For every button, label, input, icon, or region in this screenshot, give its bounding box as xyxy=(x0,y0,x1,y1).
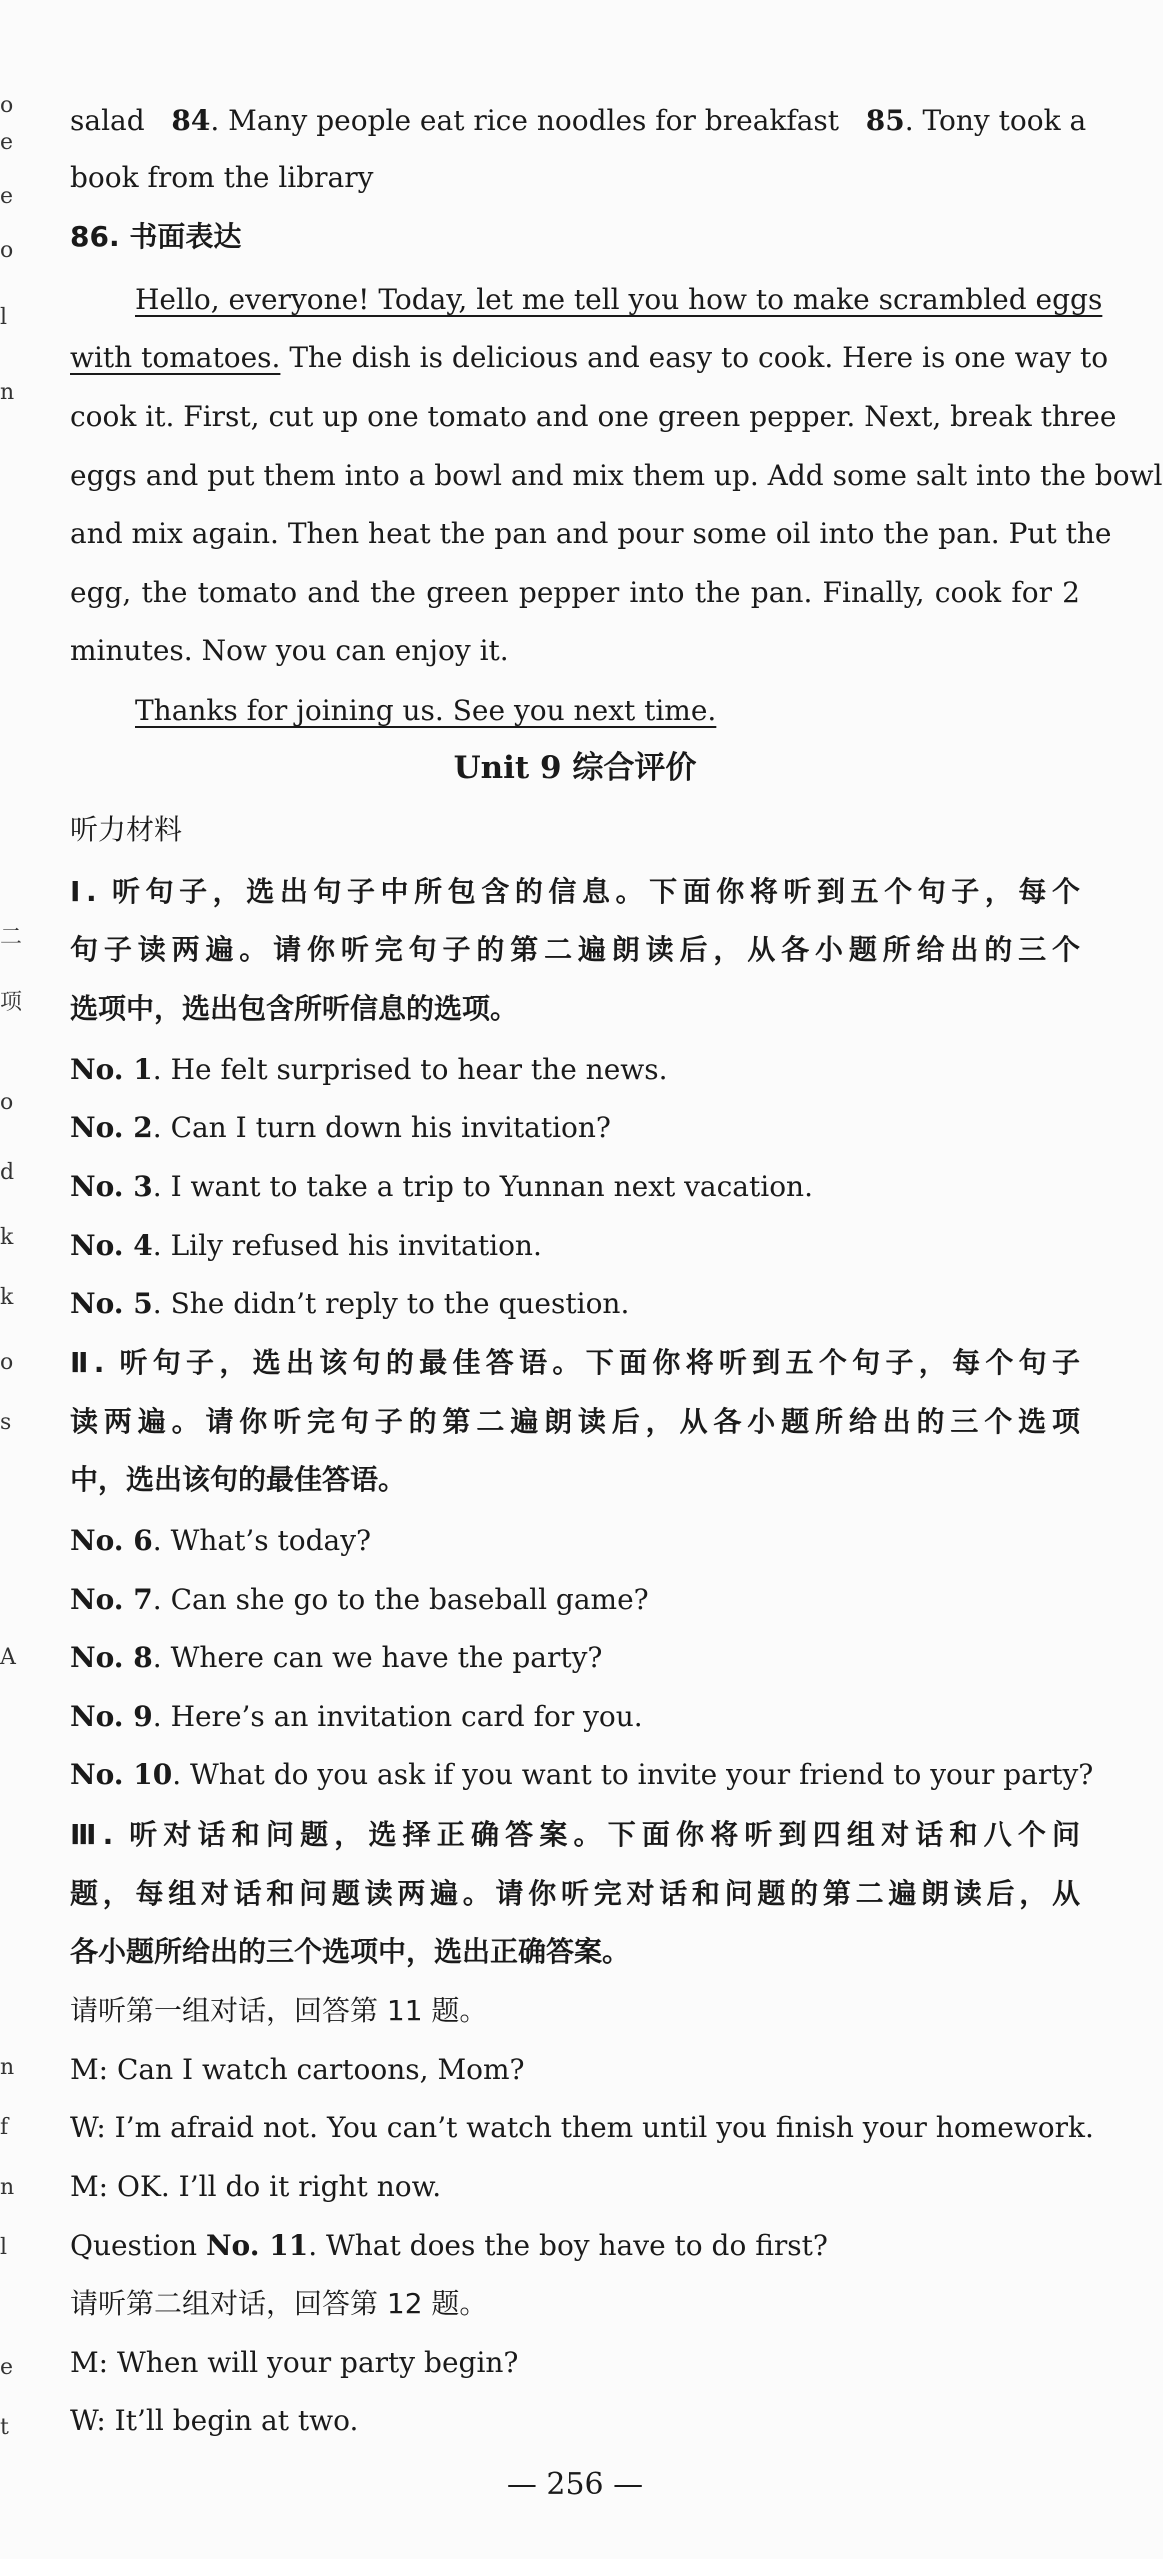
margin-glyph: t xyxy=(0,2415,9,2440)
dialogue-intro: 请听第二组对话，回答第 12 题。 xyxy=(70,2287,488,2320)
page-number: — 256 — xyxy=(506,2467,644,2502)
list-item xyxy=(70,1108,1080,1148)
question-number: No. 11 xyxy=(205,2229,309,2262)
item-number: No. 6 xyxy=(70,1524,153,1557)
margin-glyph: A xyxy=(0,1645,16,1670)
item-number: No. 5 xyxy=(70,1287,153,1320)
part2-instructions: Ⅱ. 听句子，选出该句的最佳答语。下面你将听到五个句子，每个句子 xyxy=(70,1346,1080,1379)
margin-glyph: k xyxy=(0,1225,14,1250)
essay-line: Hello, everyone! Today, let me tell you how to make scrambled eggs xyxy=(135,283,1103,316)
item-number: No. 10 xyxy=(70,1758,173,1791)
item-number: No. 7 xyxy=(70,1583,153,1616)
answer-85-continuation: book from the library xyxy=(70,161,374,194)
item-text: . What’s today? xyxy=(152,1524,372,1557)
margin-glyph: f xyxy=(0,2115,9,2140)
dialogue-line: M: OK. I’ll do it right now. xyxy=(70,2170,442,2203)
section-86-heading: 86. 书面表达 xyxy=(70,220,242,253)
answer-number-85: 85 xyxy=(865,104,905,137)
list-item xyxy=(70,1580,1080,1620)
part2-instructions: 中，选出该句的最佳答语。 xyxy=(70,1463,407,1496)
margin-glyph: o xyxy=(0,238,14,263)
margin-glyph: 项 xyxy=(0,990,23,1015)
item-text: . Lily refused his invitation. xyxy=(152,1229,542,1262)
essay-text: The dish is delicious and easy to cook. Here is one way to xyxy=(280,341,1109,374)
essay-underlined-phrase: with tomatoes. xyxy=(70,341,281,374)
item-text: . Here’s an invitation card for you. xyxy=(152,1700,643,1733)
question-text: . What does the boy have to do first? xyxy=(308,2229,828,2262)
margin-glyph: n xyxy=(0,380,15,405)
item-number: No. 1 xyxy=(70,1053,153,1086)
dialogue-line: W: It’ll begin at two. xyxy=(70,2404,359,2437)
list-item xyxy=(70,1638,1080,1678)
essay-closing: Thanks for joining us. See you next time. xyxy=(135,694,717,727)
essay-line: cook it. First, cut up one tomato and one green pepper. Next, break three xyxy=(70,400,1117,433)
list-item xyxy=(70,1284,1080,1324)
item-number: No. 3 xyxy=(70,1170,153,1203)
item-text: . I want to take a trip to Yunnan next vacation. xyxy=(152,1170,813,1203)
margin-glyph: n xyxy=(0,2055,15,2080)
list-item xyxy=(70,1697,1080,1737)
margin-glyph: e xyxy=(0,2355,14,2380)
margin-glyph: e xyxy=(0,130,14,155)
margin-glyph: n xyxy=(0,2175,15,2200)
item-text: . Where can we have the party? xyxy=(152,1641,603,1674)
part3-instructions: 各小题所给出的三个选项中，选出正确答案。 xyxy=(70,1935,631,1968)
answer-84-text: . Many people eat rice noodles for breakfast xyxy=(210,104,840,137)
item-number: No. 4 xyxy=(70,1229,153,1262)
margin-glyph: e xyxy=(0,184,14,209)
answer-number-84: 84 xyxy=(171,104,211,137)
part1-instructions: 选项中，选出包含所听信息的选项。 xyxy=(70,992,519,1025)
item-number: No. 9 xyxy=(70,1700,153,1733)
item-number: No. 2 xyxy=(70,1111,153,1144)
item-text: . What do you ask if you want to invite your friend to your party? xyxy=(172,1758,1094,1791)
part3-instructions: Ⅲ. 听对话和问题，选择正确答案。下面你将听到四组对话和八个问 xyxy=(70,1818,1080,1851)
item-text: . Can she go to the baseball game? xyxy=(152,1583,649,1616)
margin-glyph: s xyxy=(0,1410,12,1435)
essay-line: egg, the tomato and the green pepper into the pan. Finally, cook for 2 xyxy=(70,576,1080,609)
essay-line: minutes. Now you can enjoy it. xyxy=(70,634,509,667)
margin-glyph: k xyxy=(0,1285,14,1310)
essay-line: and mix again. Then heat the pan and pour some oil into the pan. Put the xyxy=(70,517,1112,550)
margin-glyph: o xyxy=(0,93,14,118)
list-item xyxy=(70,1521,1080,1561)
item-text: . Can I turn down his invitation? xyxy=(152,1111,611,1144)
part2-instructions: 读两遍。请你听完句子的第二遍朗读后，从各小题所给出的三个选项 xyxy=(70,1405,1080,1438)
list-item xyxy=(70,1050,1080,1090)
margin-glyph: o xyxy=(0,1090,14,1115)
dialogue-line: M: Can I watch cartoons, Mom? xyxy=(70,2053,525,2086)
item-text: . She didn’t reply to the question. xyxy=(152,1287,630,1320)
margin-glyph: 二 xyxy=(0,925,23,950)
unit-title: Unit 9 综合评价 xyxy=(453,750,697,786)
margin-glyph: l xyxy=(0,2235,8,2260)
part1-instructions: 句子读两遍。请你听完句子的第二遍朗读后，从各小题所给出的三个 xyxy=(70,933,1080,966)
essay-line: eggs and put them into a bowl and mix them up. Add some salt into the bowl xyxy=(70,459,1163,492)
listening-heading: 听力材料 xyxy=(70,813,183,846)
question-prefix: Question xyxy=(70,2229,206,2262)
answer-line-84-85 xyxy=(70,101,1087,141)
essay-line xyxy=(70,338,1109,378)
margin-glyph: l xyxy=(0,305,8,330)
margin-glyph: d xyxy=(0,1160,15,1185)
margin-glyph: o xyxy=(0,1350,14,1375)
item-number: No. 8 xyxy=(70,1641,153,1674)
list-item xyxy=(70,1226,1080,1266)
part3-instructions: 题，每组对话和问题读两遍。请你听完对话和问题的第二遍朗读后，从 xyxy=(70,1877,1080,1910)
item-text: . He felt surprised to hear the news. xyxy=(152,1053,668,1086)
question-line xyxy=(70,2226,1080,2266)
part1-instructions: Ⅰ. 听句子，选出句子中所包含的信息。下面你将听到五个句子，每个 xyxy=(70,875,1080,908)
answer-85-text: . Tony took a xyxy=(904,104,1087,137)
dialogue-line: M: When will your party begin? xyxy=(70,2346,519,2379)
dialogue-line: W: I’m afraid not. You can’t watch them until you finish your homework. xyxy=(70,2111,1094,2144)
answer-83-tail: salad xyxy=(70,104,145,137)
list-item xyxy=(70,1167,1080,1207)
list-item xyxy=(70,1755,1094,1795)
dialogue-intro: 请听第一组对话，回答第 11 题。 xyxy=(70,1994,488,2027)
